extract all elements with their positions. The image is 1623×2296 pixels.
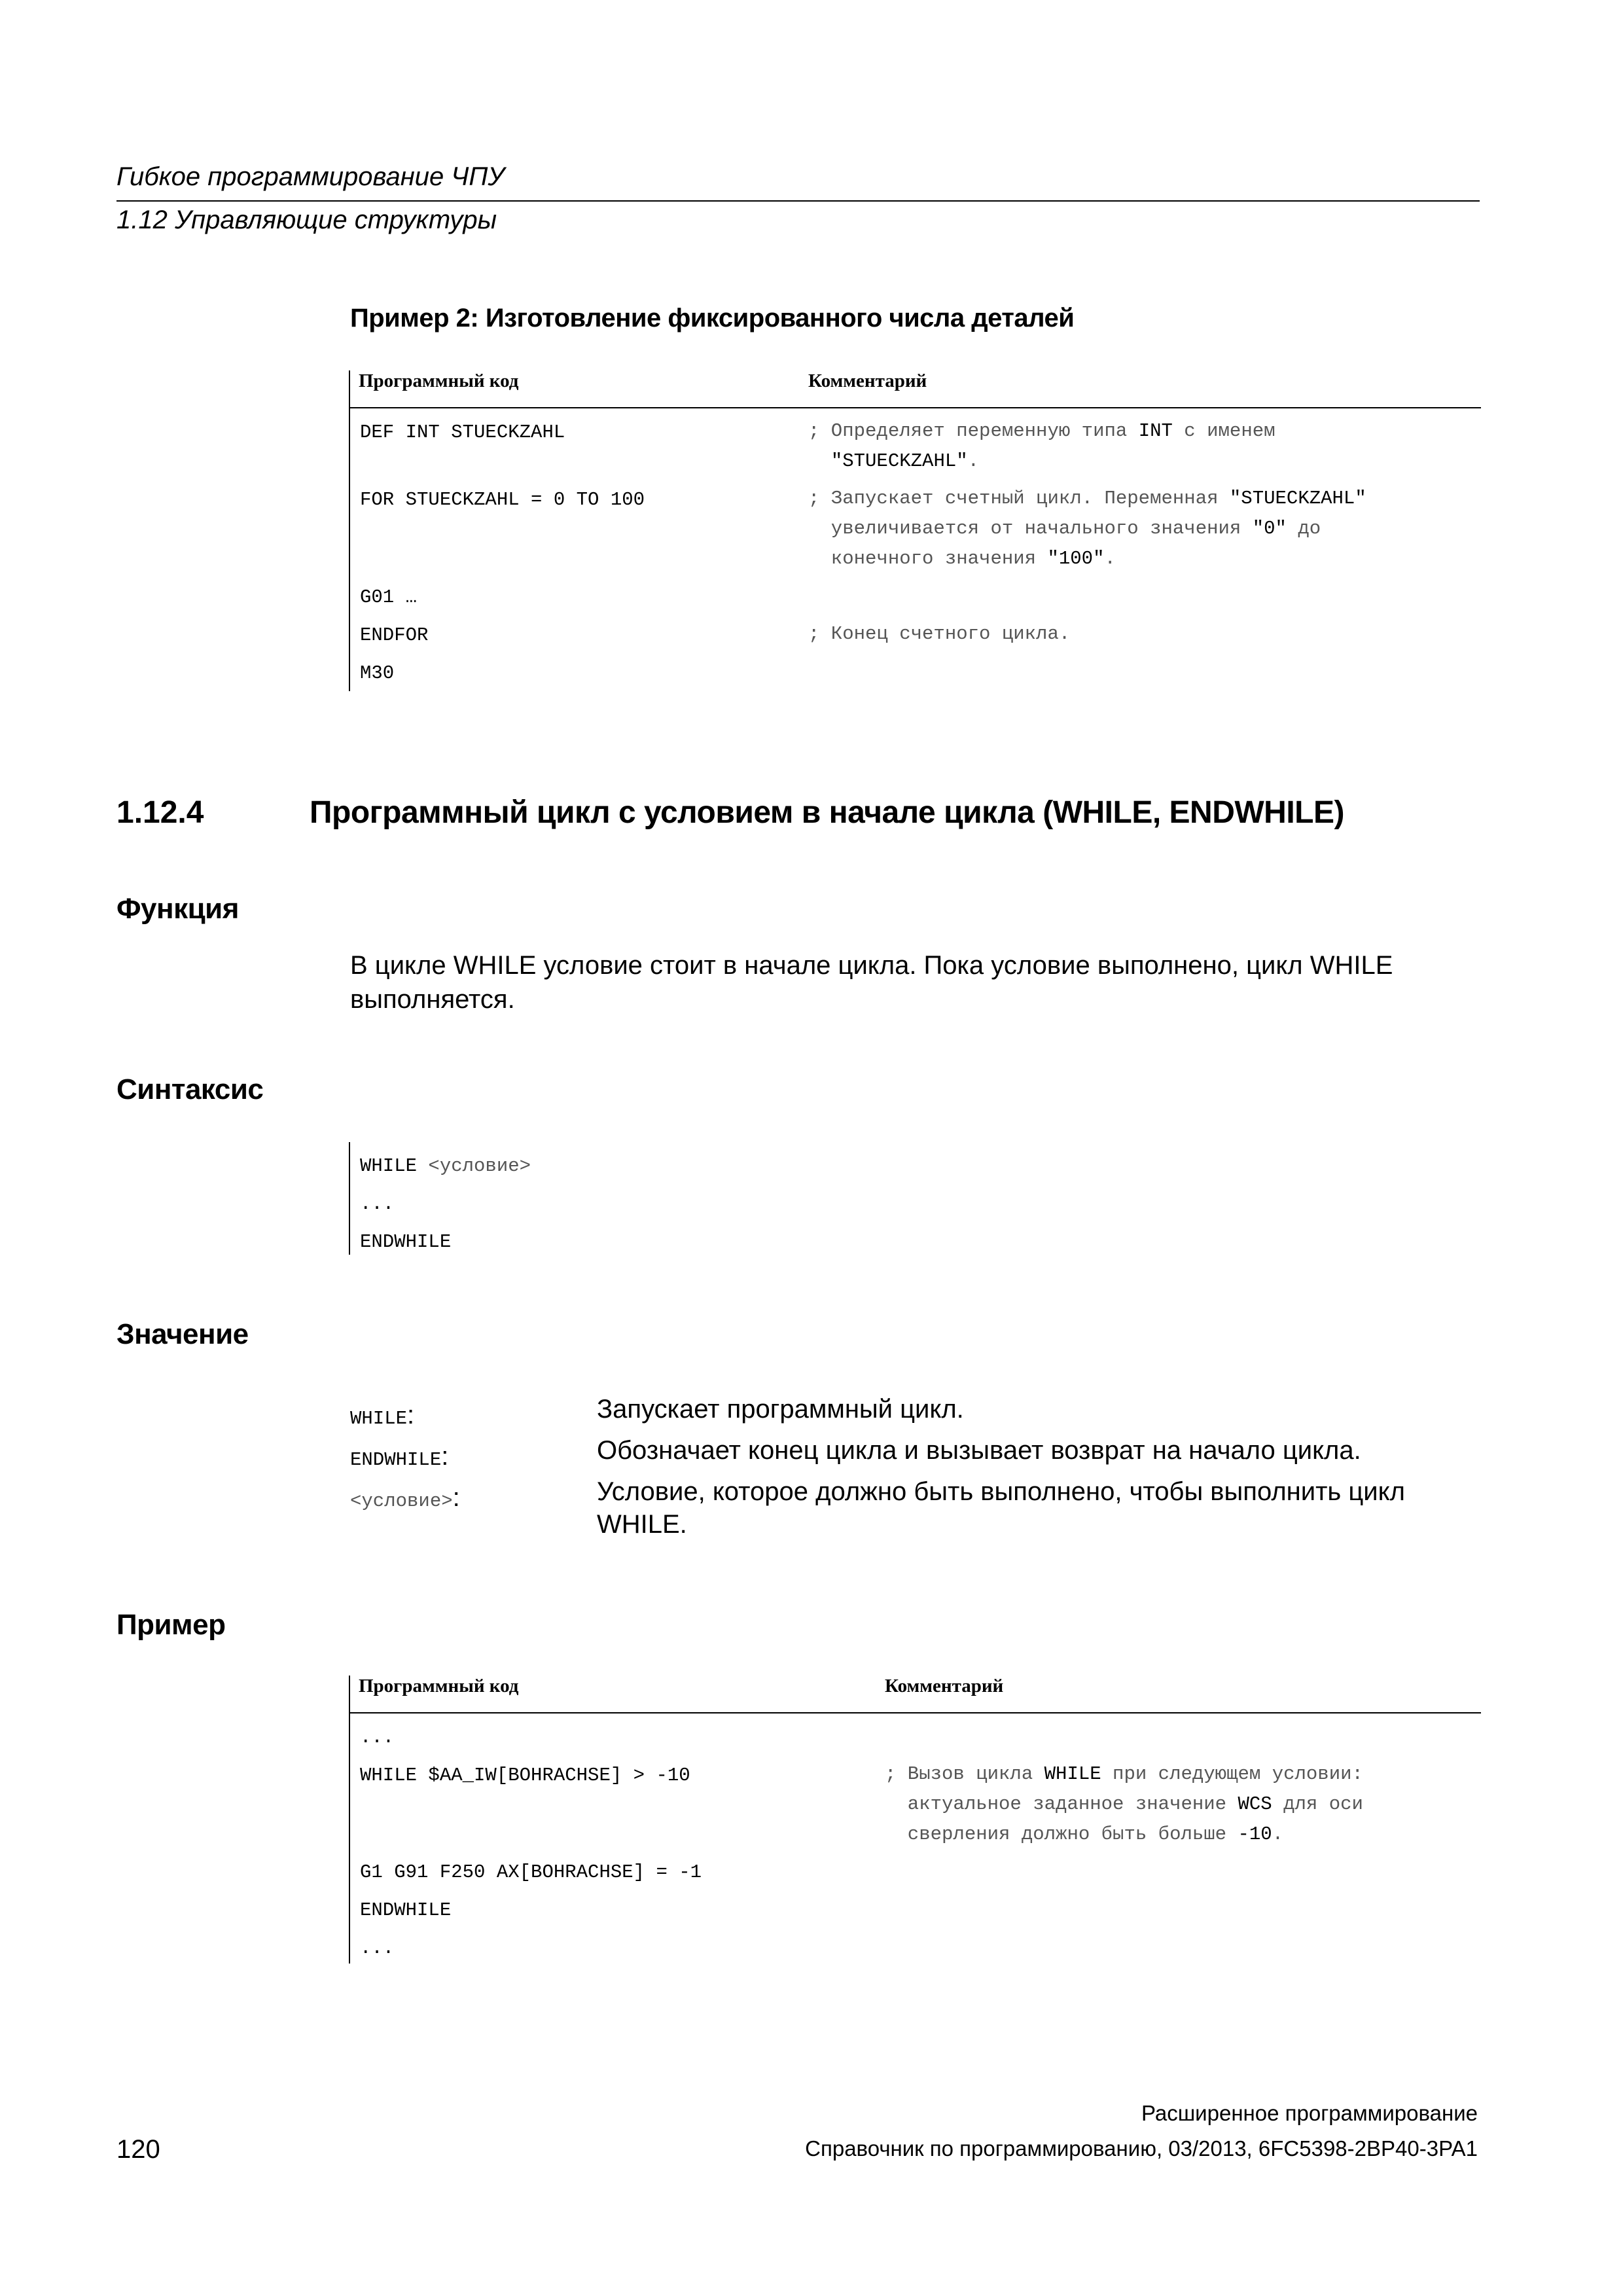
code-line: ... [360, 1727, 395, 1748]
code-comment: ; Определяет переменную типа INT с именем "STUECKZAHL". [808, 420, 1275, 472]
definition-description: Запускает программный цикл. [597, 1395, 964, 1424]
code-line: ENDFOR [360, 624, 429, 646]
code-line: G01 … [360, 586, 418, 608]
running-header-title: Гибкое программирование ЧПУ [116, 162, 505, 191]
code-line: WHILE $AA_IW[BOHRACHSE] > -10 [360, 1765, 690, 1786]
syntax-heading: Синтаксис [116, 1073, 264, 1105]
syntax-line: ENDWHILE [360, 1231, 452, 1253]
col-header-comment: Комментарий [885, 1676, 1004, 1696]
code-line: FOR STUECKZAHL = 0 TO 100 [360, 489, 645, 511]
function-text: В цикле WHILE условие стоит в начале цикла. Пока условие выполнено, цикл WHILE выполняется. [350, 951, 1393, 1014]
meaning-heading: Значение [116, 1318, 249, 1350]
code-comment: ; Запускает счетный цикл. Переменная "STUECKZAHL" увеличивается от начального значения "0" до конечного значения "100". [808, 488, 1366, 569]
running-header-subtitle: 1.12 Управляющие структуры [116, 206, 497, 234]
syntax-line: WHILE <условие> [360, 1155, 531, 1177]
col-header-comment: Комментарий [808, 370, 927, 391]
example-heading: Пример [116, 1609, 226, 1641]
definition-term: <условие>: [350, 1483, 460, 1512]
definition-term: ENDWHILE: [350, 1442, 449, 1471]
definition-term: WHILE: [350, 1401, 415, 1429]
example2-title: Пример 2: Изготовление фиксированного числа деталей [350, 304, 1075, 332]
header-rule [116, 200, 1480, 202]
section-title: Программный цикл с условием в начале цикла (WHILE, ENDWHILE) [310, 795, 1344, 830]
syntax-code-block [349, 1142, 531, 1255]
table-header-rule [350, 1712, 1481, 1713]
page-number: 120 [116, 2135, 160, 2164]
footer-book-title: Расширенное программирование [1141, 2101, 1478, 2125]
code-line: ... [360, 1937, 395, 1959]
code-comment: ; Вызов цикла WHILE при следующем условии: актуальное заданное значение WCS для оси сверления должно быть больше -10. [885, 1763, 1363, 1845]
definition-description: Условие, которое должно быть выполнено, чтобы выполнить цикл WHILE. [597, 1477, 1405, 1539]
example-code-table [349, 1676, 1481, 1964]
section-number: 1.12.4 [116, 795, 204, 830]
code-line: ENDWHILE [360, 1899, 452, 1921]
function-heading: Функция [116, 893, 239, 925]
code-line: M30 [360, 662, 395, 684]
code-comment: ; Конец счетного цикла. [808, 623, 1071, 645]
example2-code-table [349, 370, 1481, 691]
definition-description: Обозначает конец цикла и вызывает возврат на начало цикла. [597, 1436, 1361, 1465]
table-header-rule [350, 407, 1481, 408]
footer-reference: Справочник по программированию, 03/2013, 6FC5398-2BP40-3PA1 [805, 2136, 1478, 2161]
col-header-code: Программный код [359, 1676, 519, 1696]
code-line: DEF INT STUECKZAHL [360, 422, 565, 443]
code-line: G1 G91 F250 AX[BOHRACHSE] = -1 [360, 1861, 702, 1883]
col-header-code: Программный код [359, 370, 519, 391]
syntax-line: ... [360, 1193, 395, 1215]
